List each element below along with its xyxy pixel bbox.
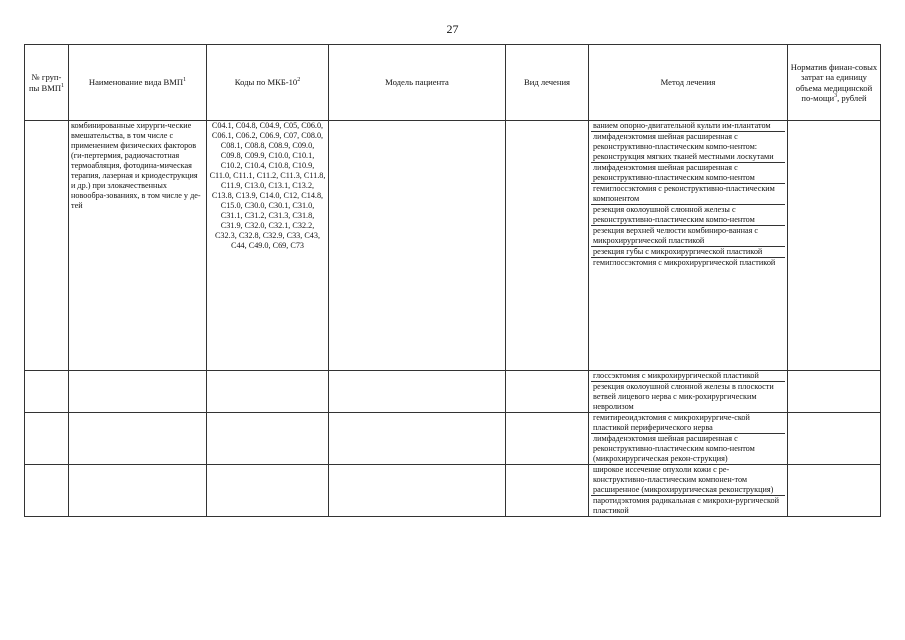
cell-treatment-type	[506, 371, 589, 413]
cell-patient-model	[329, 121, 506, 371]
header-norm: Норматив финан-совых затрат на единицу объема медицинской по-мощи$^3$, рублей	[788, 45, 881, 121]
cell-vmp-name: комбинированные хирурги-ческие вмешательства, в том числе с применением физических факторов (ги-пертермия, радиочастотная термоабляция, фотодина-мическая терапия, лазерная и криодеструкция и др.) при злокачественных новообра-зованиях, в том числе у де-тей	[69, 121, 207, 371]
cell-methods	[589, 413, 788, 465]
cell-group-no	[25, 413, 69, 465]
cell-methods	[589, 465, 788, 517]
cell-icd-codes	[207, 371, 329, 413]
method-item: гемитиреоидэктомия с микрохирургиче-ской пластикой периферического нерва	[591, 413, 785, 434]
cell-icd-codes	[207, 465, 329, 517]
header-row	[25, 45, 881, 121]
cell-vmp-name	[69, 413, 207, 465]
header-vmp-name: Наименование вида ВМП$^1$	[69, 45, 207, 121]
cell-methods	[589, 121, 788, 371]
cell-treatment-type	[506, 465, 589, 517]
cell-vmp-name	[69, 465, 207, 517]
cell-norm	[788, 413, 881, 465]
header-icd-codes: Коды по МКБ-$10^2$	[207, 45, 329, 121]
table-row	[25, 413, 881, 465]
method-item: резекция верхней челюсти комбиниро-ванная с микрохирургической пластикой	[591, 226, 785, 247]
cell-group-no	[25, 371, 69, 413]
cell-methods	[589, 371, 788, 413]
page-number: 27	[446, 22, 459, 36]
method-item: лимфаденэктомия шейная расширенная с реконструктивно-пластическим компо-нентом: реконструкция мягких тканей местными лоскутами	[591, 132, 785, 163]
cell-icd-codes	[207, 413, 329, 465]
method-item: резекция губы с микрохирургической пластикой	[591, 247, 785, 258]
cell-norm	[788, 371, 881, 413]
cell-norm	[788, 465, 881, 517]
cell-patient-model	[329, 371, 506, 413]
method-item: резекция околоушной слюнной железы в плоскости ветвей лицевого нерва с мик-рохирургическим невролизом	[593, 382, 774, 411]
cell-treatment-type	[506, 413, 589, 465]
cell-group-no	[25, 121, 69, 371]
method-item: лимфаденэктомия шейная расширенная с реконструктивно-пластическим компо-нентом (микрохирургическая рекон-струкция)	[593, 434, 755, 463]
cell-icd-codes: C04.1, C04.8, C04.9, C05, C06.0, C06.1, C06.2, C06.9, C07, C08.0, C08.1, C08.8, C08.9, C09.0, C09.8, C09.9, C10.0, C10.1, C10.2, C10.4, C10.8, C10.9, C11.0, C11.1, C11.2, C11.3, C11.8, C11.9, C13.0, C13.1, C13.2, C13.8, C13.9, C14.0, C12, C14.8, C15.0, C30.0, C30.1, C31.0, C31.1, C31.2, C31.3, C31.8, C31.9, C32.0, C32.1, C32.2, C32.3, C32.8, C32.9, C33, C43, C44, C49.0, C69, C73	[207, 121, 329, 371]
method-item: лимфаденэктомия шейная расширенная с реконструктивно-пластическим компо-нентом	[591, 163, 785, 184]
header-treatment-method: Метод лечения	[589, 45, 788, 121]
cell-norm	[788, 121, 881, 371]
table-row	[25, 371, 881, 413]
vmp-table	[24, 44, 881, 517]
header-patient-model: Модель пациента	[329, 45, 506, 121]
method-item: паротидэктомия радикальная с микрохи-рургической пластикой	[593, 496, 780, 515]
method-item: ванием опорно-двигательной культи им-плантатом	[591, 121, 785, 132]
cell-patient-model	[329, 465, 506, 517]
cell-treatment-type	[506, 121, 589, 371]
header-treatment-type: Вид лечения	[506, 45, 589, 121]
cell-group-no	[25, 465, 69, 517]
table-row	[25, 465, 881, 517]
table-row	[25, 121, 881, 371]
method-item: гемиглоссэктомия с реконструктивно-пластическим компонентом	[591, 184, 785, 205]
method-item: резекция околоушной слюнной железы с реконструктивно-пластическим компо-нентом	[591, 205, 785, 226]
header-group-no: № груп-пы ВМП$^1$	[25, 45, 69, 121]
method-item: глоссэктомия с микрохирургической пластикой	[591, 371, 785, 382]
cell-patient-model	[329, 413, 506, 465]
cell-vmp-name	[69, 371, 207, 413]
method-item: гемиглоссэктомия с микрохирургической пластикой	[593, 258, 776, 267]
method-item: широкое иссечение опухоли кожи с ре-конструктивно-пластическим компонен-том расширенное (микрохирургическая реконструкция)	[591, 465, 785, 496]
